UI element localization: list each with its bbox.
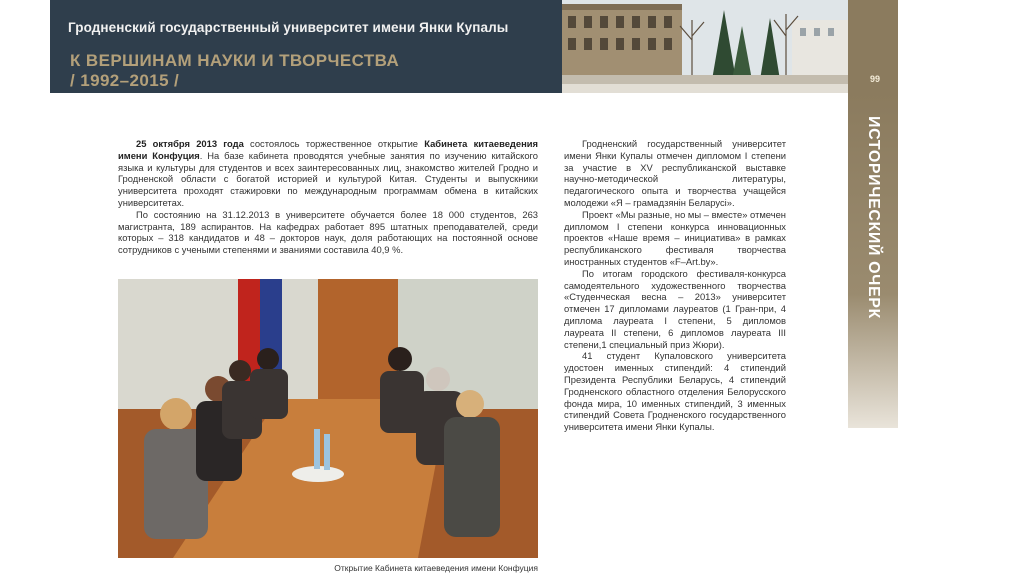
paragraph-project: Проект «Мы разные, но мы – вместе» отмечен дипломом I степени конкурса инновационных проектов «Наше время – инициатива» в рамках республиканского фестиваля творчества иностранных студентов «F–Art.by». (564, 208, 786, 267)
paragraph-scholarships: 41 студент Купаловского университета удостоен именных стипендий: 4 стипендий Президента Республики Беларусь, 4 стипендий Гродненского областного отделения Белорусского фонда мира, 10 именных стипендий, 3 именных стипендий Совета Гродненского государственного университета имени Янки Купалы. (564, 350, 786, 433)
section-title-line2: / 1992–2015 / (70, 71, 180, 90)
university-title: Гродненский государственный университет имени Янки Купалы (68, 20, 509, 35)
section-title-line1: К ВЕРШИНАМ НАУКИ И ТВОРЧЕСТВА (70, 51, 400, 70)
section-title (70, 51, 399, 91)
meeting-photo (118, 279, 538, 558)
paragraph-statistics: По состоянию на 31.12.2013 в университете обучается более 18 000 студентов, 263 магистранта, 189 аспирантов. На кафедрах работает 895 штатных преподавателей, среди которых – 318 кандидатов и 48 – докторов наук, доля работающих на постоянной основе сотрудников с учеными степенями и званиями составила 40,9 %. (118, 208, 538, 256)
paragraph-festival: По итогам городского фестиваля-конкурса самодеятельного художественного творчества «Студенческая весна – 2013» университет отмечен 17 дипломами лауреатов (1 Гран-при, 4 диплома лауреата I степени, 5 дипломов лауреата II степени, 6 дипломов лауреата III степени,1 специальный приз Жюри). (564, 267, 786, 350)
cabinet-name: Кабинета китаеведения имени Конфуция (118, 138, 538, 161)
paragraph-exhibition: Гродненский государственный университет имени Янки Купалы отмечен дипломом I степени за участие в XV республиканской выставке научно-методической литературы, педагогического опыта и творчества учащейся молодежи «Я – грамадзянін Беларусі». (564, 138, 786, 208)
campus-building-photo (562, 0, 848, 93)
paragraph-confucius: 25 октября 2013 года состоялось торжественное открытие Кабинета китаеведения имени Конфуция. На базе кабинета проводятся учебные занятия по изучению китайского языка и культуры для студентов и всех заинтересованных лиц, знакомство жителей Гродно и Гродненской области с богатой историей и культурой Китая. Студенты и выпускники университета проходят стажировки по международным программам обмена в китайских университетах. (118, 138, 538, 208)
event-date: 25 октября 2013 года (136, 138, 244, 149)
page-number: 99 (869, 74, 880, 84)
left-column (118, 138, 538, 256)
photo-caption: Открытие Кабинета китаеведения имени Конфуция (334, 563, 538, 573)
side-section-label: ИСТОРИЧЕСКИЙ ОЧЕРК (865, 116, 882, 319)
right-column (564, 138, 786, 433)
